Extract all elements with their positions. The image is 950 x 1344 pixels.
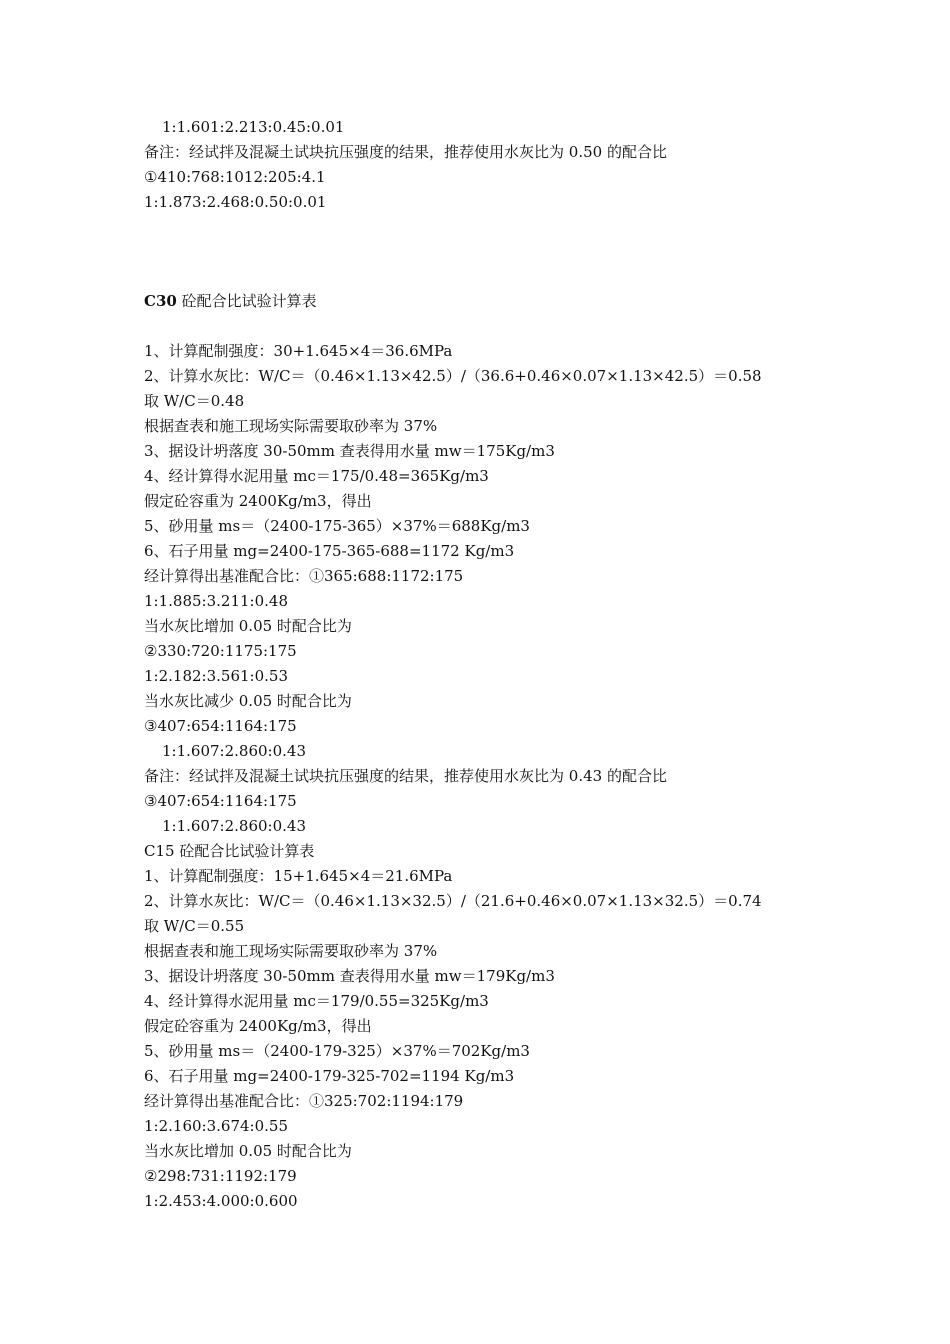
text-line: 6、石子用量 mg=2400-179-325-702=1194 Kg/m3 xyxy=(144,1067,515,1085)
text-line: 1:2.182:3.561:0.53 xyxy=(144,667,288,685)
text-line: 取 W/C＝0.48 xyxy=(144,392,245,410)
text-line: 经计算得出基准配合比：①325:702:1194:179 xyxy=(144,1092,464,1110)
text-line: 1、计算配制强度：15+1.645×4＝21.6MPa xyxy=(144,867,453,885)
text-line: ③407:654:1164:175 xyxy=(144,792,297,810)
text-line: 1:1.873:2.468:0.50:0.01 xyxy=(144,193,327,211)
text-line: 根据查表和施工现场实际需要取砂率为 37% xyxy=(144,942,438,960)
text-line: 2、计算水灰比：W/C＝（0.46×1.13×42.5）/（36.6+0.46×0.07×1.13×42.5）＝0.58 xyxy=(144,367,762,385)
text-line: 4、经计算得水泥用量 mc＝175/0.48=365Kg/m3 xyxy=(144,467,489,485)
text-line: ③407:654:1164:175 xyxy=(144,717,297,735)
text-line: 当水灰比增加 0.05 时配合比为 xyxy=(144,617,352,635)
text-line: 取 W/C＝0.55 xyxy=(144,917,245,935)
text-line: 根据查表和施工现场实际需要取砂率为 37% xyxy=(144,417,438,435)
text-line: 备注：经试拌及混凝土试块抗压强度的结果，推荐使用水灰比为 0.43 的配合比 xyxy=(144,767,667,785)
text-line: 1、计算配制强度：30+1.645×4＝36.6MPa xyxy=(144,342,453,360)
text-line: 假定砼容重为 2400Kg/m3，得出 xyxy=(144,1017,372,1035)
text-line: 1:2.453:4.000:0.600 xyxy=(144,1192,298,1210)
text-line: 3、据设计坍落度 30-50mm 查表得用水量 mw＝179Kg/m3 xyxy=(144,967,555,985)
mix-ratio-block-top xyxy=(144,115,844,215)
text-line: 当水灰比减少 0.05 时配合比为 xyxy=(144,692,352,710)
text-line: 3、据设计坍落度 30-50mm 查表得用水量 mw＝175Kg/m3 xyxy=(144,442,555,460)
text-line: 6、石子用量 mg=2400-175-365-688=1172 Kg/m3 xyxy=(144,542,515,560)
text-line: ①410:768:1012:205:4.1 xyxy=(144,168,326,186)
text-line: C15 砼配合比试验计算表 xyxy=(144,842,315,860)
text-line: ②330:720:1175:175 xyxy=(144,642,297,660)
text-line: 5、砂用量 ms＝（2400-175-365）×37%＝688Kg/m3 xyxy=(144,517,530,535)
text-line: 2、计算水灰比：W/C＝（0.46×1.13×32.5）/（21.6+0.46×0.07×1.13×32.5）＝0.74 xyxy=(144,892,762,910)
c30-title-code: C30 xyxy=(144,292,177,310)
text-line: 假定砼容重为 2400Kg/m3，得出 xyxy=(144,492,372,510)
text-line: 4、经计算得水泥用量 mc＝179/0.55=325Kg/m3 xyxy=(144,992,489,1010)
text-line: 5、砂用量 ms＝（2400-179-325）×37%＝702Kg/m3 xyxy=(144,1042,530,1060)
c30-title xyxy=(144,289,844,314)
text-line: 1:1.885:3.211:0.48 xyxy=(144,592,288,610)
text-line: 备注：经试拌及混凝土试块抗压强度的结果，推荐使用水灰比为 0.50 的配合比 xyxy=(144,143,667,161)
text-line: ②298:731:1192:179 xyxy=(144,1167,297,1185)
text-line: 1:1.607:2.860:0.43 xyxy=(162,817,306,835)
text-line: 当水灰比增加 0.05 时配合比为 xyxy=(144,1142,352,1160)
text-line: 1:2.160:3.674:0.55 xyxy=(144,1117,288,1135)
text-line: 经计算得出基准配合比：①365:688:1172:175 xyxy=(144,567,464,585)
calc-block xyxy=(144,339,844,1214)
text-line: 1:1.607:2.860:0.43 xyxy=(162,742,306,760)
c30-title-text: 砼配合比试验计算表 xyxy=(181,292,317,310)
text-line: 1:1.601:2.213:0.45:0.01 xyxy=(162,118,345,136)
